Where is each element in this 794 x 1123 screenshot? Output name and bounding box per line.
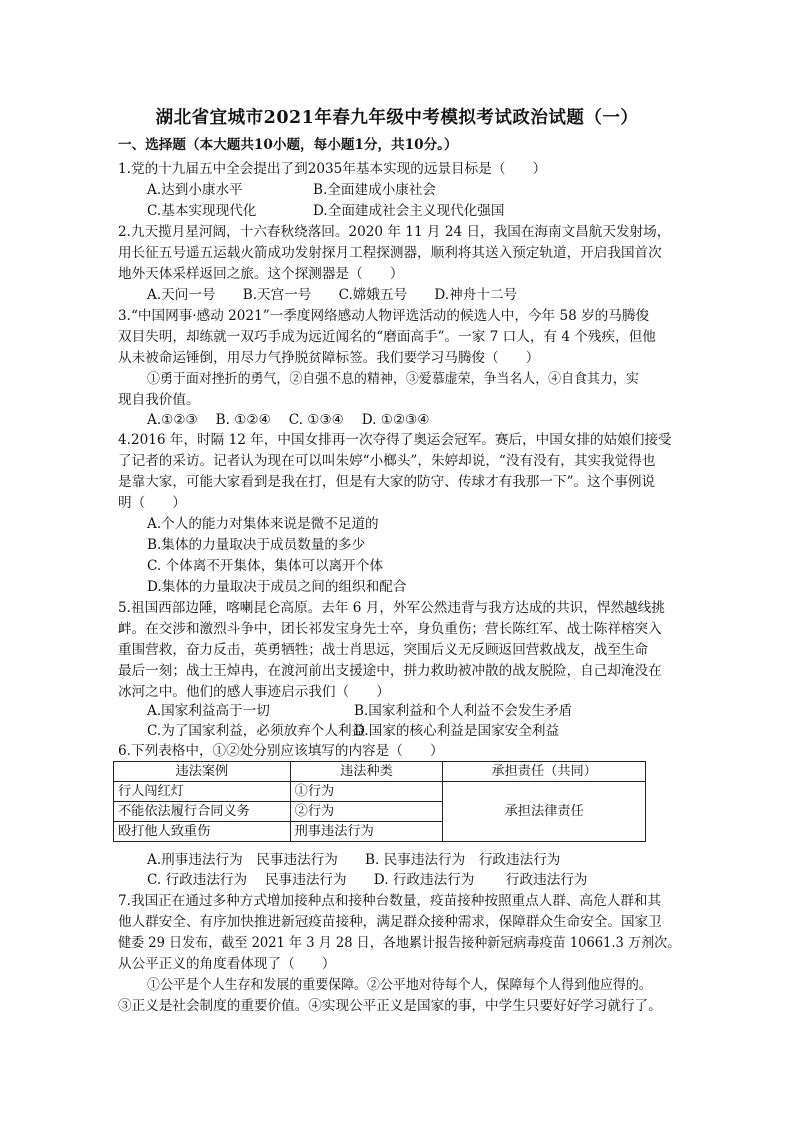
question-7-line: ①公平是个人生存和发展的重要保障。②公平地对待每个人，保障每个人得到他应得的。 <box>147 977 652 993</box>
question-6-table <box>113 761 646 842</box>
question-1-option-b: B.全面建成小康社会 <box>313 182 437 198</box>
question-1-option-a: A.达到小康水平 <box>147 182 243 198</box>
table-cell: 行人闯红灯 <box>114 782 291 802</box>
question-4-option-d: D.集体的力量取决于成员之间的组织和配合 <box>147 579 407 595</box>
question-2-line: 2.九天揽月星河阔，十六春秋绕落回。2020 年 11 月 24 日，我国在海南文昌航天发射场， <box>118 224 671 240</box>
question-1-option-c: C.基本实现现代化 <box>147 203 257 219</box>
question-5-line: 重围营救，奋力反击，英勇牺牲；战士肖思远，突围后义无反顾返回营救战友，战至生命 <box>118 642 649 658</box>
table-header-cell: 违法案例 <box>114 762 291 782</box>
table-header-cell: 违法种类 <box>290 762 443 782</box>
question-7-line: 从公平正义的角度看体现了（ ） <box>118 956 336 972</box>
question-7-line: 他人群安全、有序加快推进新冠疫苗接种，满足群众接种需求，保障群众生命安全。国家卫 <box>118 914 662 930</box>
table-row <box>114 782 646 802</box>
table-cell: 不能依法履行合同义务 <box>114 802 291 822</box>
question-4-line: 4.2016 年，时隔 12 年，中国女排再一次夺得了奥运会冠军。赛后，中国女排的姑娘们接受 <box>118 432 672 448</box>
table-cell: 殴打他人致重伤 <box>114 822 291 842</box>
question-2-line: 地外天体采样返回之旅。这个探测器是（ ） <box>118 266 404 282</box>
question-7-line: 健委 29 日发布，截至 2021 年 3 月 28 日，各地累计报告接种新冠病毒疫苗 10661.3 万剂次。 <box>118 935 681 951</box>
question-3-line: 现自我价值。 <box>118 392 200 408</box>
question-4-option-c: C. 个体离不开集体，集体可以离开个体 <box>147 558 384 574</box>
table-header-row <box>114 762 646 782</box>
question-5-line: 最后一刻；战士王焯冉，在渡河前出支援途中，拼力救助被冲散的战友脱险，自己却淹没在 <box>118 663 662 679</box>
question-6-options-ab: A.刑事违法行为 民事违法行为 B. 民事违法行为 行政违法行为 <box>147 852 561 868</box>
question-4-line: 明（ ） <box>118 495 186 511</box>
question-5-line: 冰河之中。他们的感人事迹启示我们（ ） <box>118 684 390 700</box>
question-4-option-b: B.集体的力量取决于成员数量的多少 <box>147 537 366 553</box>
question-5-option-b: B.国家利益和个人利益不会发生矛盾 <box>354 703 573 719</box>
table-header-cell: 承担责任（共同） <box>443 762 646 782</box>
question-2-line: 用长征五号遥五运载火箭成功发射探月工程探测器，顺利将其送入预定轨道，开启我国首次 <box>118 245 662 261</box>
question-2-options: A.天问一号 B.天宫一号 C.嫦娥五号 D.神舟十二号 <box>147 287 518 303</box>
question-3-line: 双目失明，却练就一双巧手成为远近闻名的“磨面高手”。一家 7 口人，有 4 个残疾，但他 <box>118 329 656 345</box>
question-3-line: 3.“中国网事·感动 2021”一季度网络感动人物评选活动的候选人中，今年 58 岁的马腾俊 <box>118 308 650 324</box>
section-heading: 一、选择题（本大题共10小题，每小题1分，共10分。） <box>118 137 458 153</box>
question-5-option-a: A.国家利益高于一切 <box>147 703 270 719</box>
question-4-line: 了记者的采访。记者认为现在可以叫朱婷“小榔头”，朱婷却说，“没有没有，其实我觉得也 <box>118 453 656 469</box>
question-4-line: 是靠大家，可能大家看到是我在打，但是有大家的防守、传球才有我那一下”。这个事例说 <box>118 474 656 490</box>
question-6-stem: 6.下列表格中，①②处分别应该填写的内容是（ ） <box>118 743 444 759</box>
question-6-options-cd: C. 行政违法行为 民事违法行为 D. 行政违法行为 行政违法行为 <box>147 872 588 888</box>
question-1-option-d: D.全面建成社会主义现代化强国 <box>313 203 505 219</box>
question-5-line: 衅。在交涉和激烈斗争中，团长祁发宝身先士卒，身负重伤；营长陈红军、战士陈祥榕突入 <box>118 621 662 637</box>
question-7-line: 7.我国正在通过多种方式增加接种点和接种台数量，疫苗接种按照重点人群、高危人群和其 <box>118 893 662 909</box>
question-3-line: ①勇于面对挫折的勇气，②自强不息的精神，③爱慕虚荣，争当名人，④自食其力，实 <box>147 371 639 387</box>
question-3-line: 从未被命运锤倒，用尽力气挣脱贫障标签。我们要学习马腾俊（ ） <box>118 350 540 366</box>
question-7-line: ③正义是社会制度的重要价值。④实现公平正义是国家的事，中学生只要好好学习就行了。 <box>118 998 662 1014</box>
table-cell: ①行为 <box>290 782 443 802</box>
question-5-option-d: D.国家的核心利益是国家安全利益 <box>354 723 560 739</box>
page-title: 湖北省宜城市2021年春九年级中考模拟考试政治试题（一） <box>155 108 639 128</box>
question-5-line: 5.祖国西部边陲，喀喇昆仑高原。去年 6 月，外军公然违背与我方达成的共识，悍然越线挑 <box>118 600 665 616</box>
table-merged-cell: 承担法律责任 <box>443 782 646 842</box>
question-1-stem: 1.党的十九届五中全会提出了到2035年基本实现的远景目标是（ ） <box>118 161 547 177</box>
question-5-option-c: C.为了国家利益，必须放弃个人利益 <box>147 723 366 739</box>
question-3-options: A.①②③ B. ①②④ C. ①③④ D. ①②③④ <box>147 412 430 428</box>
question-4-option-a: A.个人的能力对集体来说是微不足道的 <box>147 516 379 532</box>
table-cell: ②行为 <box>290 802 443 822</box>
table-cell: 刑事违法行为 <box>290 822 443 842</box>
